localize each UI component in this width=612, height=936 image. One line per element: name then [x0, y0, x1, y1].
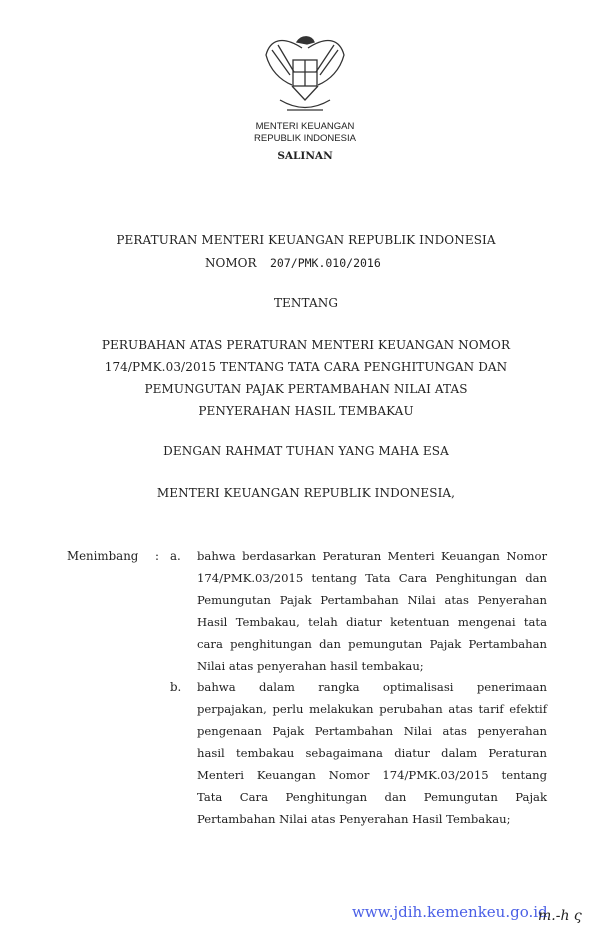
- jdih-link[interactable]: www.jdih.kemenkeu.go.id: [352, 903, 548, 921]
- paragraph-line: hasil tembakau sebagaimana diatur dalam Peraturan: [197, 746, 547, 760]
- subject-line: PEMUNGUTAN PAJAK PERTAMBAHAN NILAI ATAS: [144, 382, 468, 396]
- menimbang-label: Menimbang: [67, 549, 139, 563]
- tentang: TENTANG: [273, 296, 339, 310]
- paragraph-line: Pertambahan Nilai atas Penyerahan Hasil Tembakau;: [197, 812, 511, 826]
- paragraph-line: 174/PMK.03/2015 tentang Tata Cara Penghitungan dan: [197, 571, 547, 585]
- nomor-label: NOMOR: [205, 256, 257, 270]
- paragraph-line: Tata Cara Penghitungan dan Pemungutan Pajak: [197, 790, 547, 804]
- subject-line: PENYERAHAN HASIL TEMBAKAU: [198, 404, 414, 418]
- regulation-title: PERATURAN MENTERI KEUANGAN REPUBLIK INDONESIA: [116, 233, 496, 247]
- nomor-value: 207/PMK.010/2016: [270, 256, 381, 270]
- invocation: DENGAN RAHMAT TUHAN YANG MAHA ESA: [163, 444, 449, 458]
- paragraph-line: cara penghitungan dan pemungutan Pajak Pertambahan: [197, 637, 547, 651]
- handwritten-initials: m.-h ς: [538, 908, 582, 924]
- paragraph-line: Menteri Keuangan Nomor 174/PMK.03/2015 tentang: [197, 768, 547, 782]
- paragraph-line: Nilai atas penyerahan hasil tembakau;: [197, 659, 424, 673]
- subject-line: 174/PMK.03/2015 TENTANG TATA CARA PENGHITUNGAN DAN: [104, 360, 508, 374]
- item-marker-b: b.: [170, 680, 182, 694]
- ministry-line1: MENTERI KEUANGAN: [255, 121, 355, 132]
- paragraph-line: Hasil Tembakau, telah diatur ketentuan mengenai tata: [197, 615, 547, 629]
- issuer: MENTERI KEUANGAN REPUBLIK INDONESIA,: [156, 486, 456, 500]
- menimbang-colon: :: [155, 549, 159, 563]
- paragraph-line: perpajakan, perlu melakukan perubahan atas tarif efektif: [197, 702, 547, 716]
- garuda-emblem-icon: [262, 30, 348, 118]
- salinan-stamp: SALINAN: [277, 150, 333, 162]
- paragraph-line: bahwa berdasarkan Peraturan Menteri Keuangan Nomor: [197, 549, 547, 563]
- ministry-line2: REPUBLIK INDONESIA: [254, 133, 356, 144]
- paragraph-line: pengenaan Pajak Pertambahan Nilai atas penyerahan: [197, 724, 547, 738]
- paragraph-line: Pemungutan Pajak Pertambahan Nilai atas Penyerahan: [197, 593, 547, 607]
- item-marker-a: a.: [170, 549, 181, 563]
- paragraph-line: bahwa dalam rangka optimalisasi penerimaan: [197, 680, 547, 694]
- subject-line: PERUBAHAN ATAS PERATURAN MENTERI KEUANGAN NOMOR: [101, 338, 511, 352]
